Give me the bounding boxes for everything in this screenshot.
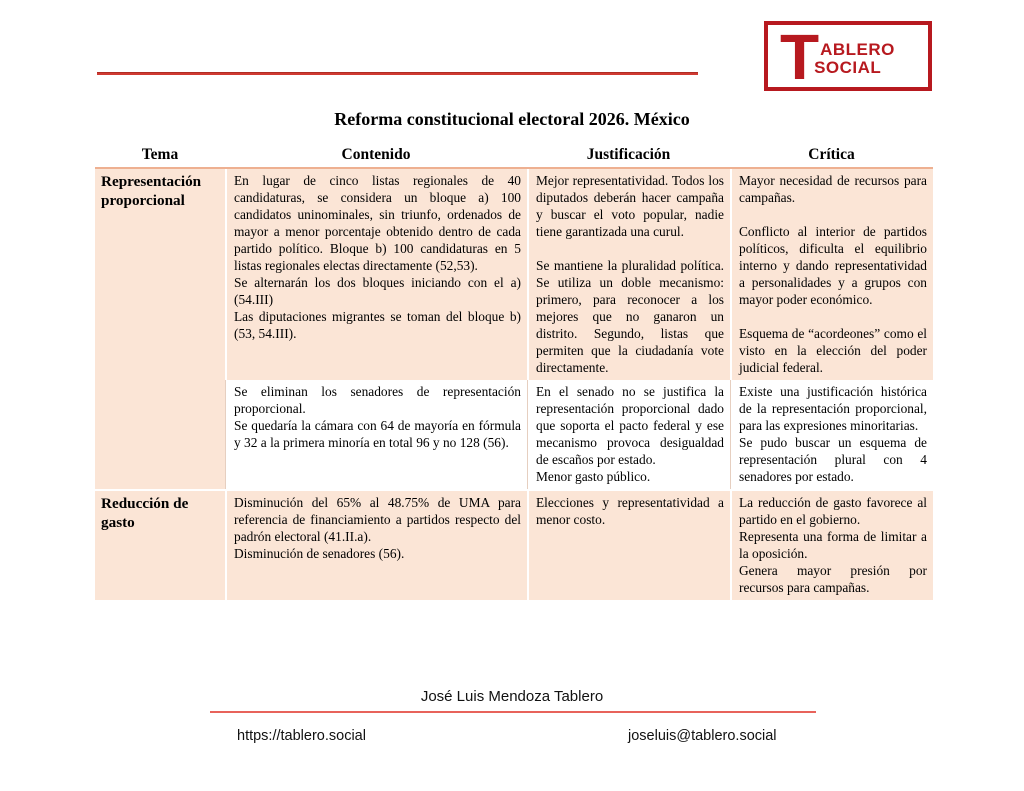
paragraph: Disminución de senadores (56). — [234, 546, 405, 562]
table-row — [95, 169, 933, 380]
reform-table — [95, 144, 933, 600]
author-name: José Luis Mendoza Tablero — [420, 688, 604, 705]
column-header-tema: Tema — [95, 144, 225, 169]
logo-letter-t: T — [780, 21, 820, 94]
cell-critica — [730, 489, 933, 600]
cell-contenido — [225, 169, 527, 380]
cell-critica — [730, 169, 933, 380]
paragraph: Disminución del 65% al 48.75% de UMA para referencia de financiamiento a partidos respecto del padrón electoral (41.II.a). — [234, 495, 521, 545]
paragraph: Esquema de “acordeones” como el visto en la elección del poder judicial federal. — [739, 326, 927, 376]
paragraph: La reducción de gasto favorece al partido en el gobierno. — [739, 495, 927, 528]
cell-justificacion — [527, 169, 730, 380]
paragraph: Mayor necesidad de recursos para campañas. — [739, 173, 927, 206]
paragraph-gap — [536, 240, 724, 257]
cell-justificacion — [527, 380, 730, 489]
cell-contenido — [225, 380, 527, 489]
paragraph: Conflicto al interior de partidos políticos, dificulta el equilibrio interno y dando representatividad a personalidades y a grupos con mayor poder económico. — [739, 224, 927, 308]
paragraph: Representa una forma de limitar a la oposición. — [739, 529, 927, 562]
paragraph: Se eliminan los senadores de representación proporcional. — [234, 384, 521, 417]
tablero-social-logo — [764, 21, 932, 94]
cell-justificacion — [527, 489, 730, 600]
paragraph-gap — [739, 308, 927, 325]
paragraph: Existe una justificación histórica de la representación proporcional, para las expresiones minoritarias. — [739, 384, 927, 434]
table-body — [95, 169, 933, 600]
cell-tema: Representación proporcional — [95, 169, 225, 489]
header-divider-line — [97, 72, 698, 75]
footer-divider-line — [210, 711, 816, 713]
paragraph: Elecciones y representatividad a menor costo. — [536, 495, 724, 528]
website-link[interactable]: https://tablero.social — [237, 728, 366, 744]
paragraph: Genera mayor presión por recursos para campañas. — [739, 563, 927, 596]
paragraph: Menor gasto público. — [536, 469, 651, 485]
table-row — [95, 489, 933, 600]
column-header-contenido: Contenido — [225, 144, 527, 169]
logo-line1: ABLERO — [820, 39, 895, 59]
table-header-row — [95, 144, 933, 169]
paragraph: Se mantiene la pluralidad política. Se utiliza un doble mecanismo: primero, para reconocer a los mejores que no ganaron un distrito. Segundo, listas que permiten que la ciudadanía vote directamente. — [536, 258, 724, 376]
paragraph: Mejor representatividad. Todos los diputados deberán hacer campaña y buscar el voto popular, nadie tiene garantizada una curul. — [536, 173, 724, 240]
paragraph: En lugar de cinco listas regionales de 40 candidaturas, se considera un bloque a) 100 candidatos uninominales, sin triunfo, ordenados de mayor a menor porcentaje obtenido dentro de cada partido político. Bloque b) 100 candidaturas en 5 listas regionales electas directamente (52,53). — [234, 173, 521, 274]
email-link[interactable]: joseluis@tablero.social — [628, 728, 777, 744]
cell-tema: Reducción de gasto — [95, 489, 225, 600]
column-header-justificacion: Justificación — [527, 144, 730, 169]
cell-critica — [730, 380, 933, 489]
paragraph: Se alternarán los dos bloques iniciando con el a) (54.III) — [234, 275, 521, 308]
logo-line2: SOCIAL — [814, 58, 882, 77]
logo-wordmark — [814, 39, 895, 78]
page-title: Reforma constitucional electoral 2026. México — [334, 109, 690, 129]
paragraph-gap — [739, 206, 927, 223]
cell-contenido — [225, 489, 527, 600]
paragraph: Las diputaciones migrantes se toman del bloque b) (53, 54.III). — [234, 309, 521, 342]
paragraph: Se pudo buscar un esquema de representación plural con 4 senadores por estado. — [739, 435, 927, 485]
paragraph: Se quedaría la cámara con 64 de mayoría en fórmula y 32 a la primera minoría en total 96 y no 128 (56). — [234, 418, 521, 451]
column-header-critica: Crítica — [730, 144, 933, 169]
paragraph: En el senado no se justifica la representación proporcional dado que soporta el pacto federal y ese mecanismo provoca desigualdad de escaños por estado. — [536, 384, 724, 468]
